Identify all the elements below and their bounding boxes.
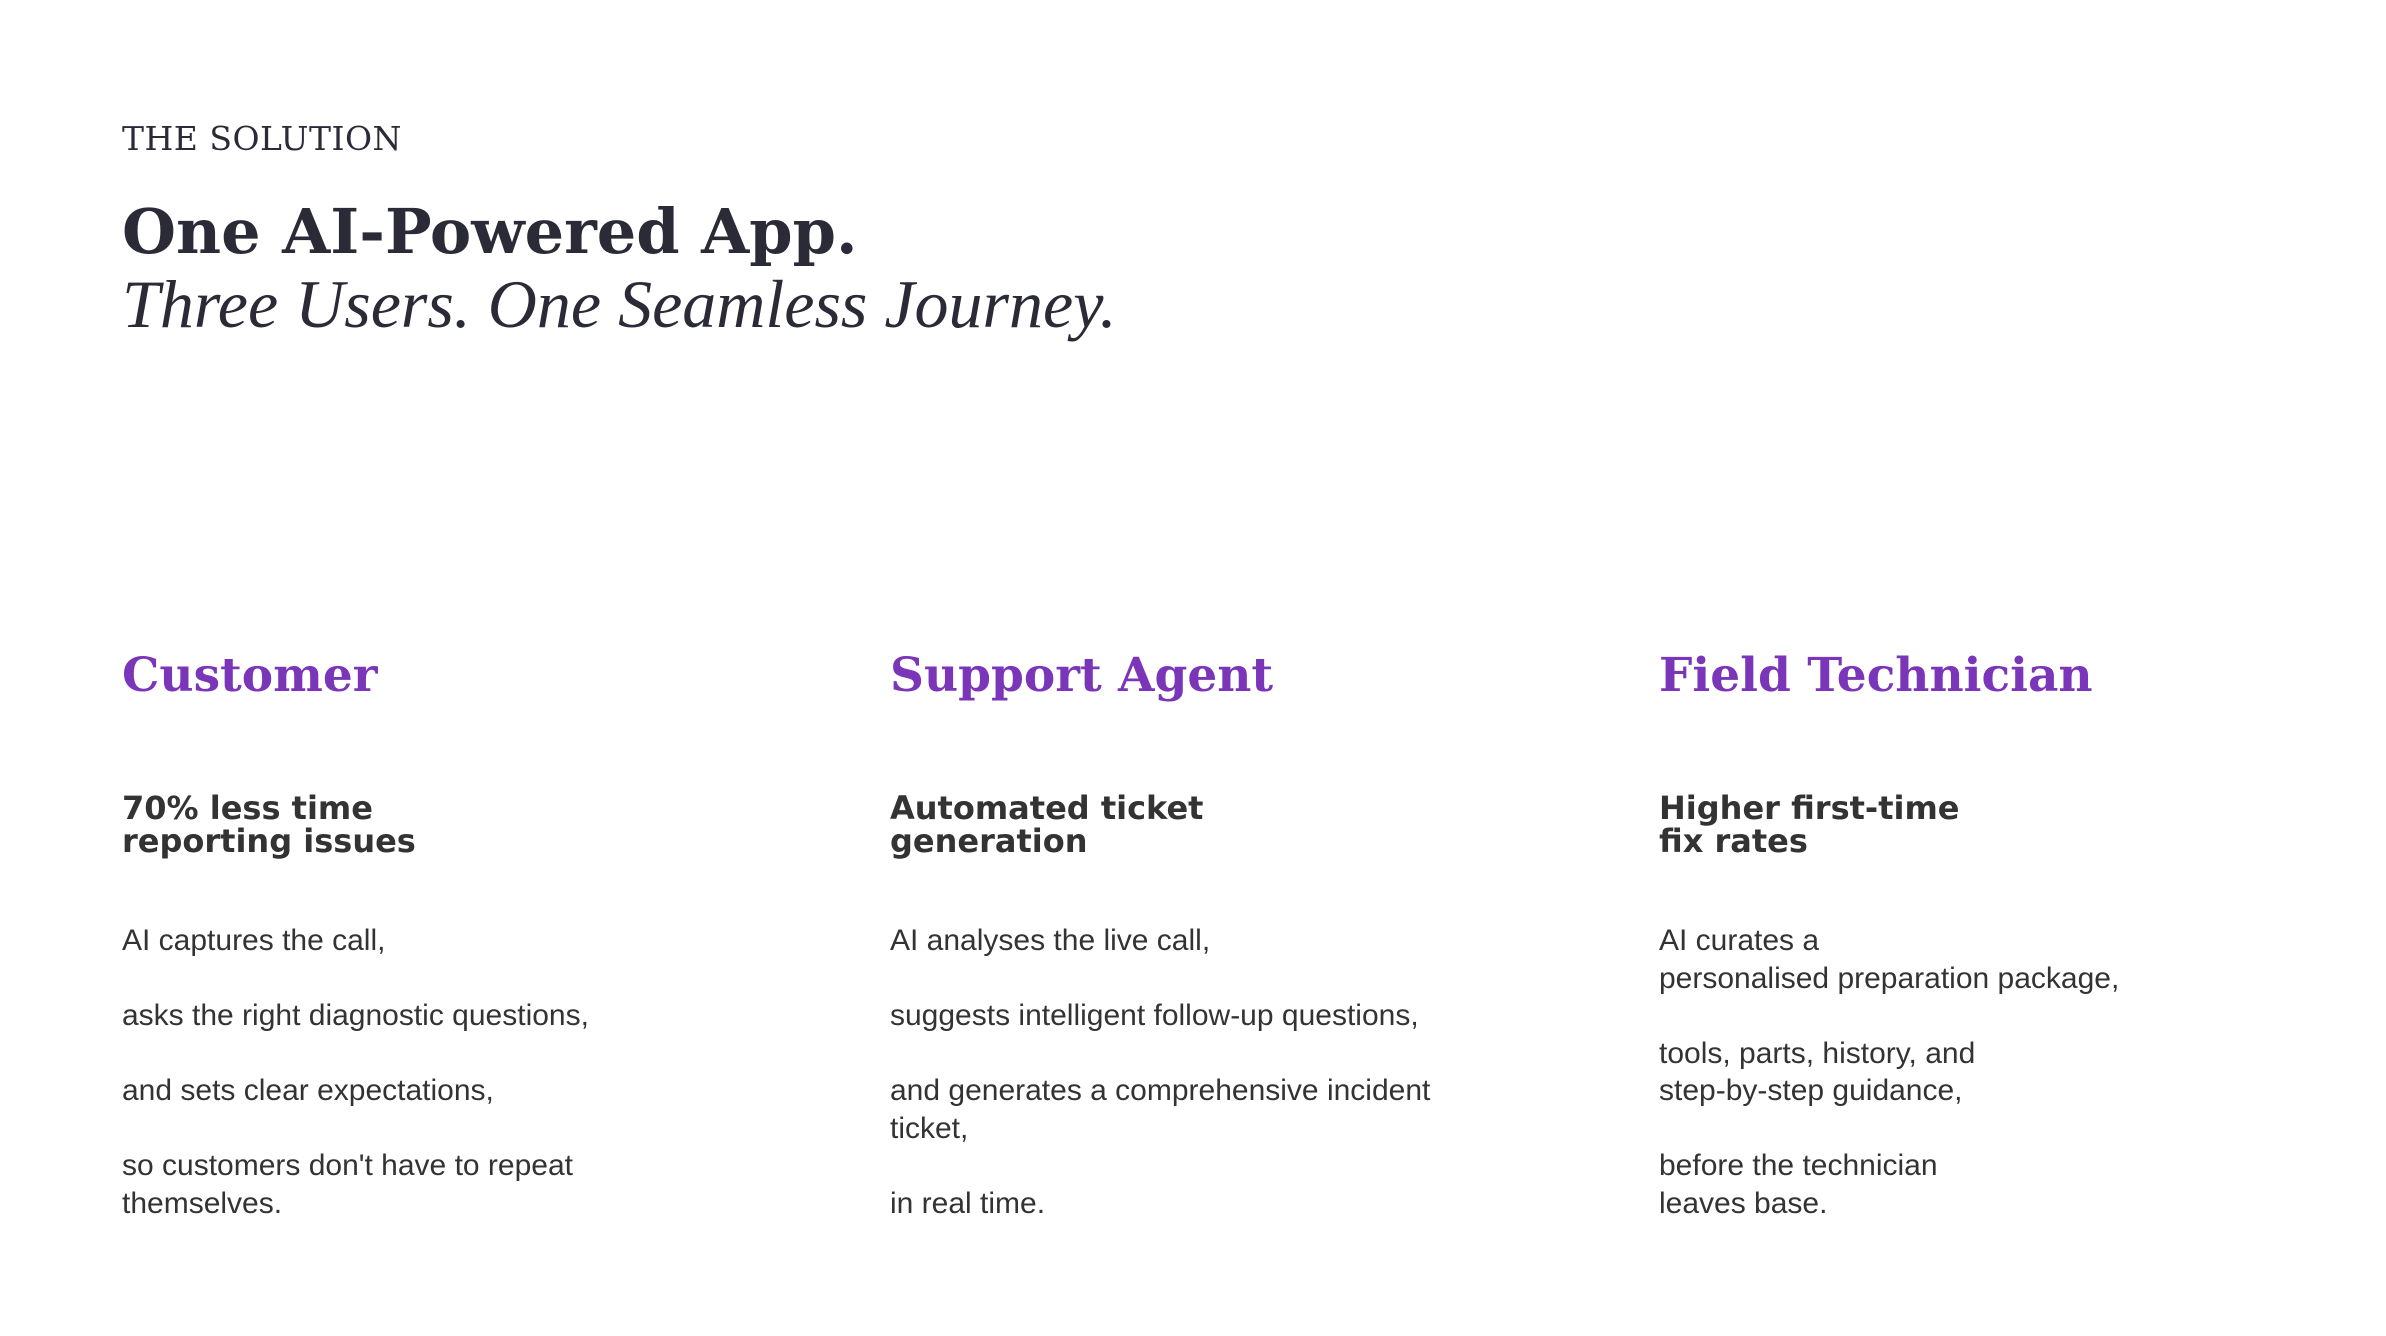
body-line: leaves base. [1659, 1186, 1828, 1220]
body-line: themselves. [122, 1186, 283, 1220]
support-agent-column [890, 644, 1530, 1260]
column-body [1659, 922, 2299, 1222]
highlight-line: fix rates [1659, 822, 1808, 860]
highlight-line: Automated ticket [890, 789, 1204, 827]
field-technician-column [1659, 644, 2299, 1260]
body-paragraph [1659, 1147, 2299, 1222]
body-line: in real time. [890, 1186, 1046, 1220]
column-heading: Support Agent [890, 648, 1274, 703]
highlight-line: generation [890, 822, 1088, 860]
body-line: so customers don't have to repeat [122, 1149, 573, 1182]
body-paragraph [890, 1185, 1530, 1223]
body-paragraph [1659, 922, 2299, 997]
slide-subtitle: Three Users. One Seamless Journey. [122, 266, 1117, 342]
body-paragraph [122, 922, 762, 960]
body-line: AI curates a [1659, 924, 1820, 957]
body-paragraph [890, 922, 1530, 960]
slide-title: One AI-Powered App. [122, 195, 858, 268]
column-highlight [890, 789, 1530, 860]
column-highlight [1659, 789, 2299, 860]
body-line: AI captures the call, [122, 924, 386, 957]
body-line: personalised preparation package, [1659, 961, 2120, 995]
body-paragraph [890, 1072, 1530, 1147]
body-line: and generates a comprehensive incident [890, 1074, 1431, 1107]
body-line: step-by-step guidance, [1659, 1074, 1963, 1107]
body-line: tools, parts, history, and [1659, 1036, 1976, 1070]
body-paragraph [890, 997, 1530, 1035]
body-paragraph [122, 997, 762, 1035]
body-line: suggests intelligent follow-up questions, [890, 999, 1419, 1032]
column-heading: Field Technician [1659, 648, 2093, 703]
body-paragraph [1659, 1035, 2299, 1110]
body-line: asks the right diagnostic questions, [122, 999, 589, 1032]
highlight-line: reporting issues [122, 822, 416, 860]
body-paragraph [122, 1072, 762, 1110]
column-heading: Customer [122, 648, 378, 703]
highlight-line: Higher first-time [1659, 789, 1960, 827]
body-line: before the technician [1659, 1149, 1938, 1182]
body-paragraph [122, 1147, 762, 1222]
column-body [890, 922, 1530, 1222]
column-highlight [122, 789, 762, 860]
customer-column [122, 644, 762, 1260]
body-line: ticket, [890, 1111, 969, 1145]
section-eyebrow: THE SOLUTION [122, 119, 402, 158]
body-line: and sets clear expectations, [122, 1074, 494, 1107]
body-line: AI analyses the live call, [890, 924, 1211, 957]
column-body [122, 922, 762, 1222]
highlight-line: 70% less time [122, 789, 373, 827]
